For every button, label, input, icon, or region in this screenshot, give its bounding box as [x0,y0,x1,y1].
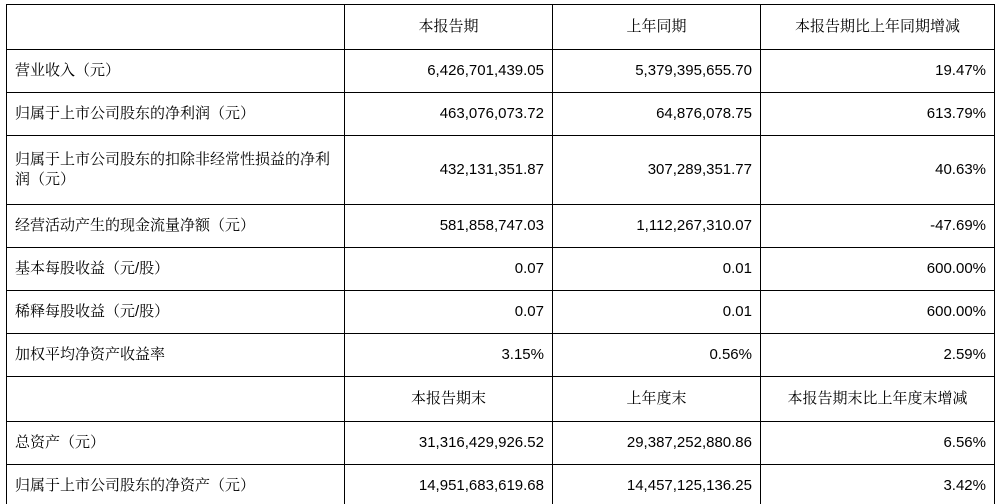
row-value-previous: 0.56% [553,334,761,377]
table-header-row-period-end [7,377,995,422]
row-label-diluted-eps: 稀释每股收益（元/股） [7,291,345,334]
row-value-current: 3.15% [345,334,553,377]
row-value-change: -47.69% [761,205,995,248]
row-value-current: 14,951,683,619.68 [345,465,553,504]
header-blank-cell-2 [7,377,345,422]
row-value-current: 463,076,073.72 [345,93,553,136]
row-value-previous: 5,379,395,655.70 [553,50,761,93]
row-value-previous: 29,387,252,880.86 [553,422,761,465]
row-value-change: 6.56% [761,422,995,465]
table-row [7,334,995,377]
row-label-operating-cash-flow: 经营活动产生的现金流量净额（元） [7,205,345,248]
table-row [7,465,995,504]
row-value-previous: 307,289,351.77 [553,136,761,205]
row-label-weighted-roe: 加权平均净资产收益率 [7,334,345,377]
row-label-net-assets: 归属于上市公司股东的净资产（元） [7,465,345,504]
header-current-period-end: 本报告期末 [345,377,553,422]
header-period-change: 本报告期比上年同期增减 [761,5,995,50]
financial-summary-table [6,4,995,504]
row-value-current: 0.07 [345,291,553,334]
row-value-previous: 14,457,125,136.25 [553,465,761,504]
row-value-current: 432,131,351.87 [345,136,553,205]
row-value-previous: 1,112,267,310.07 [553,205,761,248]
row-label-revenue: 营业收入（元） [7,50,345,93]
row-value-current: 0.07 [345,248,553,291]
row-value-current: 31,316,429,926.52 [345,422,553,465]
row-value-change: 613.79% [761,93,995,136]
row-label-net-profit: 归属于上市公司股东的净利润（元） [7,93,345,136]
table-row [7,93,995,136]
table-row [7,422,995,465]
table-row [7,136,995,205]
table-row [7,248,995,291]
table-row [7,291,995,334]
row-value-change: 600.00% [761,291,995,334]
header-previous-year-end: 上年度末 [553,377,761,422]
row-label-basic-eps: 基本每股收益（元/股） [7,248,345,291]
row-label-net-profit-deducted: 归属于上市公司股东的扣除非经常性损益的净利润（元） [7,136,345,205]
row-value-current: 6,426,701,439.05 [345,50,553,93]
row-value-change: 19.47% [761,50,995,93]
row-value-previous: 0.01 [553,248,761,291]
header-period-end-change: 本报告期末比上年度末增减 [761,377,995,422]
table-row [7,205,995,248]
row-value-previous: 0.01 [553,291,761,334]
header-current-period: 本报告期 [345,5,553,50]
table-row [7,50,995,93]
header-previous-period: 上年同期 [553,5,761,50]
header-blank-cell [7,5,345,50]
row-value-previous: 64,876,078.75 [553,93,761,136]
row-value-change: 600.00% [761,248,995,291]
table-header-row-period [7,5,995,50]
row-value-change: 40.63% [761,136,995,205]
row-label-total-assets: 总资产（元） [7,422,345,465]
row-value-change: 2.59% [761,334,995,377]
row-value-change: 3.42% [761,465,995,504]
row-value-current: 581,858,747.03 [345,205,553,248]
